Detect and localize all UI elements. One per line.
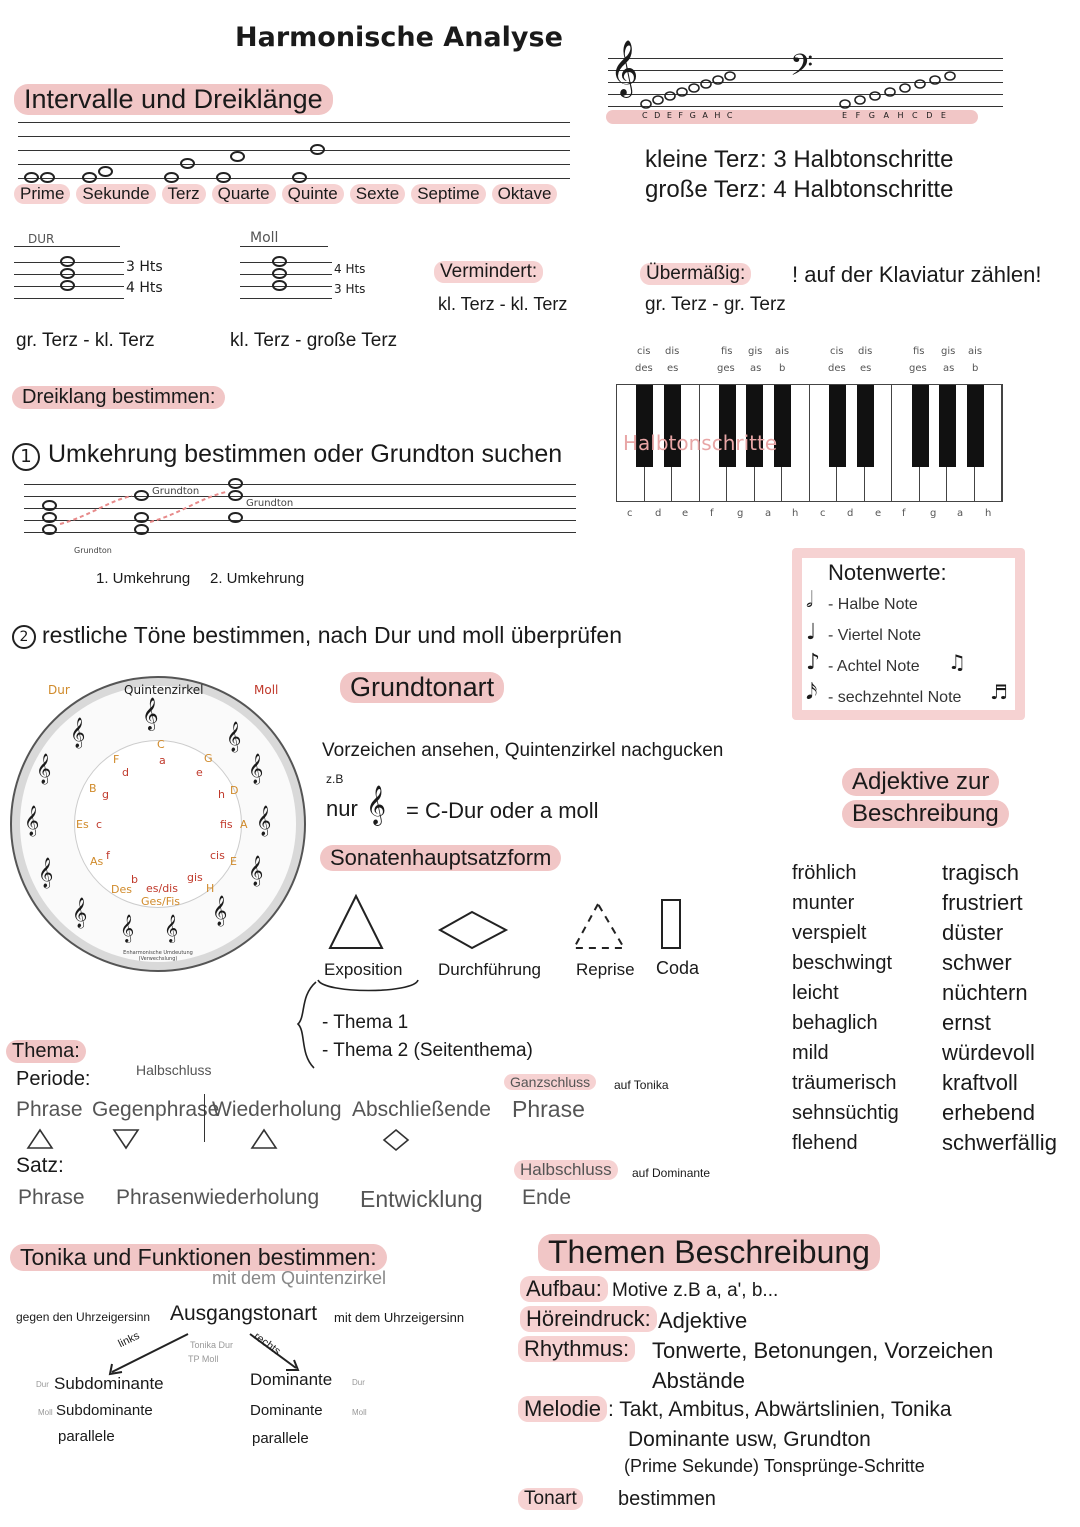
scale-notes (630, 60, 1000, 112)
ganzschluss-label: Ganzschluss (504, 1074, 596, 1090)
flat-label: b (972, 363, 979, 374)
notenwert-item: - Achtel Note (828, 658, 920, 675)
periode-label: Periode: (16, 1068, 91, 1090)
auf-dominante: auf Dominante (632, 1166, 711, 1180)
subdominante-parallele: parallele (58, 1428, 115, 1445)
dashed-triangle-icon (574, 904, 624, 948)
adjektiv: nüchtern (942, 980, 1028, 1005)
flat-label: des (635, 363, 653, 374)
adjektiv: verspielt (792, 922, 867, 944)
dominante-parallele: parallele (252, 1430, 309, 1447)
first-inversion: 1. Umkehrung (96, 570, 191, 587)
flat-label: es (860, 363, 872, 374)
dreiklang-heading: Dreiklang bestimmen: (12, 386, 225, 409)
adjektive-heading-1: Adjektive zur (842, 768, 999, 796)
treble-clef-icon: 𝄞 (212, 896, 228, 926)
eighth-note-icon: ♪ (806, 650, 821, 675)
adjektive-left-list (792, 862, 899, 1162)
ausgangstonart: Ausgangstonart (170, 1302, 318, 1325)
sharp-label: dis (858, 346, 873, 357)
major-key: Ges/Fis (141, 895, 181, 908)
flat-label: ges (717, 363, 735, 374)
phrasenwiederholung: Phrasenwiederholung (116, 1186, 320, 1209)
grundtonart-nur: nur (326, 796, 358, 821)
beamed-sixteenth-icon: ♬ (990, 680, 1008, 704)
sonate-part: Durchführung (438, 960, 542, 979)
adjektiv: träumerisch (792, 1072, 897, 1094)
gegen-uhrzeigersinn: gegen den Uhrzeigersinn (16, 1310, 151, 1324)
notenwert-item: - sechzehntel Note (828, 689, 962, 706)
sonate-part: Reprise (576, 960, 635, 979)
sonate-part: Coda (656, 958, 700, 978)
intervals-heading: Intervalle und Dreiklänge (14, 84, 333, 115)
adjektiv: flehend (792, 1132, 858, 1154)
major-key: B (89, 782, 97, 795)
flat-label: as (750, 363, 762, 374)
minor-key: es/dis (146, 882, 178, 895)
adjektiv: ernst (942, 1010, 991, 1035)
adjektiv: schwerfällig (942, 1130, 1057, 1155)
notenwerte-title: Notenwerte: (828, 560, 947, 585)
interval-label: Terz (162, 184, 206, 204)
treble-clef-icon: 𝄞 (164, 914, 179, 942)
tonart-value: bestimmen (618, 1488, 716, 1510)
treble-clef-icon: 𝄞 (24, 806, 40, 836)
major-key: As (90, 855, 104, 868)
major-key: G (204, 752, 213, 765)
grundtonart-heading: Grundtonart (340, 672, 504, 703)
grundton-label-2: Grundton (246, 498, 294, 509)
sonate-part: Exposition (324, 960, 403, 979)
minor-key: cis (210, 849, 225, 862)
step1-circle-icon (12, 443, 40, 471)
flat-label: des (828, 363, 846, 374)
minor-key: h (218, 788, 225, 801)
circle-footer: Enharmonische Umdeutung (Verwechslung) (123, 950, 193, 962)
sharps-row (617, 346, 1007, 360)
treble-clef-icon: 𝄞 (70, 718, 86, 748)
rhythmus-key: Rhythmus: (518, 1336, 635, 1362)
interval-labels (14, 184, 579, 204)
treble-clef-icon: 𝄞 (366, 785, 387, 825)
key-label: a (765, 508, 772, 519)
adjektiv: munter (792, 892, 855, 914)
treble-clef-icon: 𝄞 (142, 697, 159, 730)
halbschluss2-label: Halbschluss (514, 1160, 618, 1180)
key-label: g (930, 508, 937, 519)
key-label: d (847, 508, 854, 519)
adjektiv: erhebend (942, 1100, 1035, 1125)
uebermaessig-formula: gr. Terz - gr. Terz (645, 294, 786, 315)
interval-label: Quarte (212, 184, 276, 204)
key-label: g (737, 508, 744, 519)
sharp-label: cis (637, 346, 651, 357)
beamed-eighth-icon: ♫ (948, 650, 966, 674)
treble-clef-icon: 𝄞 (248, 754, 264, 784)
notenwert-item: - Viertel Note (828, 627, 922, 644)
flat-label: b (779, 363, 786, 374)
moll-tag-right: Moll (352, 1408, 367, 1417)
major-key: Des (111, 883, 132, 896)
notenwert-item: - Halbe Note (828, 596, 918, 613)
major-key: E (230, 855, 237, 868)
page-title: Harmonische Analyse (235, 22, 563, 53)
auf-tonika: auf Tonika (614, 1078, 669, 1092)
key-label: f (902, 508, 906, 519)
adjektive-heading-2: Beschreibung (842, 800, 1009, 828)
treble-clef-icon: 𝄞 (38, 858, 54, 888)
periode-phrase: Phrase (16, 1098, 83, 1121)
major-key: Es (76, 818, 89, 831)
dur-formula: gr. Terz - kl. Terz (16, 330, 155, 351)
key-label: d (655, 508, 662, 519)
treble-clef-icon: 𝄞 (610, 40, 639, 96)
treble-clef-icon: 𝄞 (120, 914, 135, 942)
interval-label: Quinte (282, 184, 344, 204)
bass-scale-letters: E F G A H C D E (842, 111, 949, 120)
mit-uhrzeigersinn: mit dem Uhrzeigersinn (334, 1310, 465, 1325)
treble-scale-letters: C D E F G A H C (642, 111, 735, 120)
sharp-label: fis (721, 346, 733, 357)
minor-key: gis (187, 871, 203, 884)
adjektiv: behaglich (792, 1012, 878, 1034)
melodie-key: Melodie (518, 1396, 607, 1422)
sixteenth-note-icon: 𝅘𝅥𝅯 (806, 680, 818, 705)
flats-row (617, 363, 1007, 377)
abschliessende: Abschließende (352, 1098, 491, 1121)
quarter-note-icon: ♩ (806, 620, 817, 645)
step1-number: 1 (20, 446, 32, 467)
moll-lower-hts: 3 Hts (334, 282, 366, 296)
rechts-label: rechts (251, 1330, 283, 1358)
key-label: a (957, 508, 964, 519)
key-label: e (875, 508, 882, 519)
adjektiv: würdevoll (942, 1040, 1035, 1065)
flat-label: es (667, 363, 679, 374)
thema-1: - Thema 1 (322, 1012, 409, 1033)
sharp-label: ais (968, 346, 983, 357)
melodie-value-1: : Takt, Ambitus, Abwärtslinien, Tonika (608, 1398, 952, 1421)
tp-moll: TP Moll (188, 1354, 219, 1364)
sonaten-heading: Sonatenhauptsatzform (320, 845, 561, 871)
sharp-label: ais (775, 346, 790, 357)
bass-clef-icon: 𝄢 (790, 49, 814, 90)
satz-phrase: Phrase (18, 1186, 85, 1209)
links-label: links (116, 1329, 142, 1351)
circle-dur-label: Dur (48, 683, 70, 697)
step2-number: 2 (19, 629, 29, 645)
wiederholung: Wiederholung (212, 1098, 342, 1121)
grosse-terz: große Terz (645, 176, 760, 203)
major-key: F (113, 753, 120, 766)
step2-text: restliche Töne bestimmen, nach Dur und moll überprüfen (42, 622, 622, 648)
grundton-label-3: Grundton (74, 546, 112, 555)
interval-label: Sekunde (76, 184, 155, 204)
interval-label: Prime (14, 184, 70, 204)
moll-formula: kl. Terz - große Terz (230, 330, 398, 351)
minor-key: f (106, 849, 110, 862)
grundtonart-equals: = C-Dur oder a moll (406, 798, 599, 823)
key-label: c (627, 508, 633, 519)
key-label: f (710, 508, 714, 519)
grosse-terz-value: : 4 Halbtonschritte (760, 176, 954, 203)
sharp-label: dis (665, 346, 680, 357)
major-key: A (240, 818, 248, 831)
interval-label: Septime (411, 184, 485, 204)
thema-heading: Thema: (6, 1040, 86, 1063)
minor-key: e (196, 766, 203, 779)
half-note-icon: 𝅗𝅥 (806, 588, 813, 613)
adjektiv: frustriert (942, 890, 1023, 915)
adjektiv: fröhlich (792, 862, 857, 884)
step1-text: Umkehrung bestimmen oder Grundton suchen (48, 440, 563, 468)
minor-key: g (102, 788, 109, 801)
minor-key: b (131, 873, 138, 886)
form-shapes (326, 892, 686, 954)
treble-clef-icon: 𝄞 (256, 806, 272, 836)
dur-tag-left: Dur (36, 1380, 49, 1389)
aufbau-key: Aufbau: (520, 1276, 608, 1302)
treble-clef-icon: 𝄞 (226, 722, 242, 752)
satz-ende: Ende (522, 1186, 572, 1209)
adjektiv: schwer (942, 950, 1012, 975)
adjektiv: leicht (792, 982, 839, 1004)
interval-label: Sexte (350, 184, 405, 204)
adjektive-right-list (942, 860, 1057, 1160)
step2-circle-icon (12, 625, 36, 649)
flat-label: as (943, 363, 955, 374)
white-key-labels (616, 508, 1006, 522)
sharp-label: fis (913, 346, 925, 357)
tonart-key: Tonart (518, 1488, 583, 1510)
key-label: h (792, 508, 799, 519)
minor-key: c (96, 818, 103, 831)
tonika-sub: mit dem Quintenzirkel (212, 1268, 387, 1288)
dominante-dur: Dominante (250, 1370, 333, 1389)
moll-label: Moll (250, 230, 279, 246)
sharp-label: gis (941, 346, 956, 357)
key-label: c (820, 508, 826, 519)
key-label: e (682, 508, 689, 519)
vermindert-formula: kl. Terz - kl. Terz (438, 294, 568, 314)
adjektiv: düster (942, 920, 1004, 945)
minor-key: fis (220, 818, 233, 831)
treble-clef-icon: 𝄞 (36, 754, 52, 784)
subdominante-moll: Subdominante (56, 1402, 153, 1419)
aufbau-value: Motive z.B a, a', b... (612, 1280, 779, 1301)
periode-shapes (26, 1128, 426, 1154)
kleine-terz-value: : 3 Halbtonschritte (760, 146, 954, 173)
hoereindruck-value: Adjektive (658, 1308, 748, 1333)
circle-title: Quintenzirkel (124, 683, 204, 697)
uebermaessig-label: Übermäßig: (640, 263, 751, 285)
adjektiv: kraftvoll (942, 1070, 1018, 1095)
dur-label: DUR (28, 232, 55, 246)
interval-label: Oktave (492, 184, 558, 204)
tonika-dur: Tonika Dur (190, 1340, 234, 1350)
halbschluss-label: Halbschluss (136, 1062, 212, 1078)
piano-keyboard (616, 384, 1003, 502)
gegenphrase: Gegenphrase (92, 1098, 220, 1121)
thema-2: - Thema 2 (Seitenthema) (322, 1040, 533, 1061)
entwicklung: Entwicklung (360, 1186, 483, 1212)
grundtonart-zb: z.B (326, 772, 344, 786)
vermindert-label: Vermindert: (434, 261, 543, 283)
sharp-label: cis (830, 346, 844, 357)
grundton-arrows (50, 486, 240, 536)
treble-clef-icon: 𝄞 (72, 898, 88, 928)
sharp-label: gis (748, 346, 763, 357)
melodie-value-3: (Prime Sekunde) Tonsprünge-Schritte (624, 1456, 925, 1476)
diamond-icon (440, 912, 506, 948)
klaviatur-note: ! auf der Klaviatur zählen! (792, 262, 1042, 287)
hoereindruck-key: Höreindruck: (520, 1306, 657, 1332)
adjektiv: mild (792, 1042, 829, 1064)
adjektiv: sehnsüchtig (792, 1102, 899, 1124)
moll-tag-left: Moll (38, 1408, 53, 1417)
flat-label: ges (909, 363, 927, 374)
bar-icon (662, 900, 680, 948)
treble-clef-icon: 𝄞 (248, 856, 264, 886)
major-key: D (230, 784, 239, 797)
kleine-terz: kleine Terz (645, 146, 760, 173)
rhythmus-value-1: Tonwerte, Betonungen, Vorzeichen (652, 1338, 994, 1363)
major-key: H (206, 882, 215, 895)
halbtonschritte-overlay: Halbtonschritte (623, 431, 778, 455)
adjektiv: tragisch (942, 860, 1020, 885)
melodie-value-2: Dominante usw, Grundton (628, 1428, 871, 1451)
major-key: C (157, 738, 165, 751)
grundtonart-line1: Vorzeichen ansehen, Quintenzirkel nachgucken (322, 740, 724, 761)
grundton-label-1: Grundton (152, 486, 200, 497)
adjektiv: beschwingt (792, 952, 893, 974)
dur-lower-hts: 4 Hts (126, 280, 163, 296)
themen-heading: Themen Beschreibung (538, 1234, 880, 1271)
notenwerte-box (792, 548, 1025, 720)
satz-label: Satz: (16, 1154, 64, 1177)
circle-moll-label: Moll (254, 683, 279, 697)
triangle-icon (330, 896, 382, 948)
subdominante-dur: Subdominante (54, 1374, 164, 1393)
abschliessende-phrase: Phrase (512, 1096, 585, 1122)
second-inversion: 2. Umkehrung (210, 570, 305, 587)
dur-tag-right: Dur (352, 1378, 365, 1387)
dur-upper-hts: 3 Hts (126, 259, 163, 275)
key-label: h (985, 508, 992, 519)
moll-upper-hts: 4 Hts (334, 262, 366, 276)
dominante-moll: Dominante (250, 1402, 323, 1419)
tonika-heading: Tonika und Funktionen bestimmen: (10, 1244, 387, 1271)
rhythmus-value-2: Abstände (652, 1368, 745, 1393)
minor-key: d (122, 766, 129, 779)
minor-key: a (159, 754, 166, 767)
